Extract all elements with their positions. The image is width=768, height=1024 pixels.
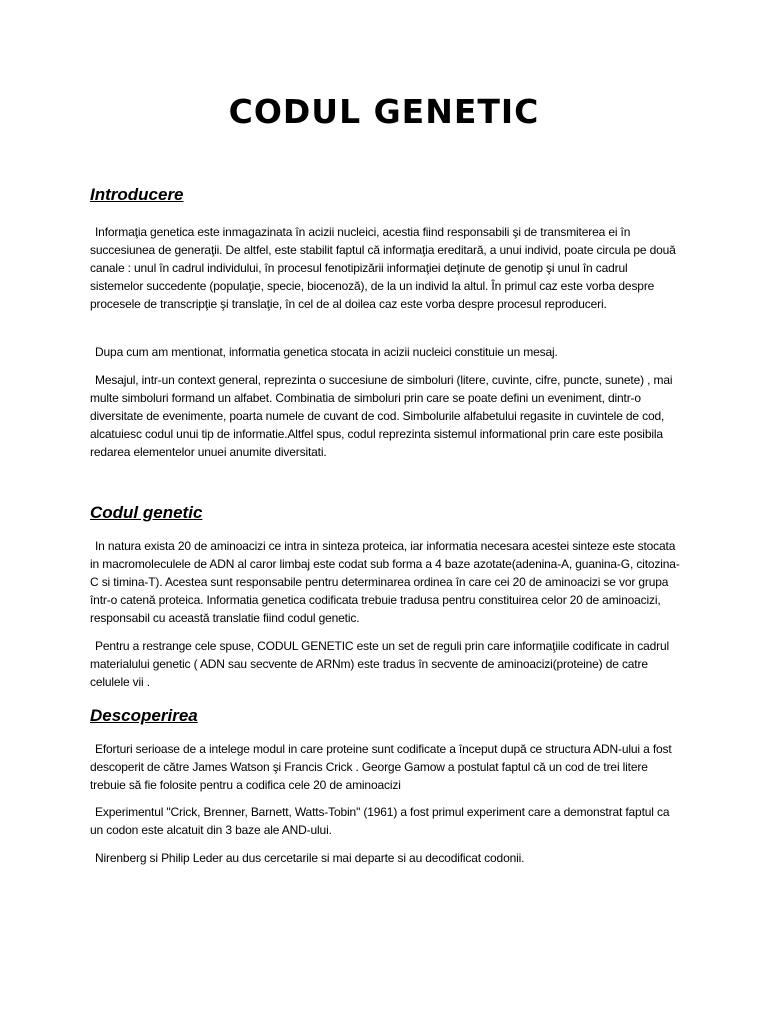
- paragraph: Experimentul "Crick, Brenner, Barnett, Watts-Tobin" (1961) a fost primul experiment care a demonstrat faptul ca un codon este alcatuit din 3 baze ale AND-ului.: [90, 805, 670, 837]
- paragraph: Pentru a restrange cele spuse, CODUL GENETIC este un set de reguli prin care informaţiile codificate in cadrul materialului genetic ( ADN sau secvente de ARNm) este tradus în secvente de aminoacizi(proteine) de catre celulele vii .: [90, 639, 669, 689]
- section-heading-codul-genetic: Codul genetic: [90, 503, 203, 522]
- paragraph: Informaţia genetica este inmagazinata în acizii nucleici, acestia fiind responsabili şi de transmiterea ei în succesiunea de generaţii. De altfel, este stabilit faptul că informaţia ereditară, a unui individ, poate circula pe două canale : unul în cadrul individului, în procesul fenotipizării informaţiei deţinute de genotip şi unul în cadrul sistemelor succedente (populaţie, specie, biocenoză), de la un individ la altul. În primul caz este vorba despre procesele de transcripţie şi translaţie, în cel de al doilea caz este vorba despre procesul reproduceri.: [90, 225, 676, 311]
- paragraph: In natura exista 20 de aminoacizi ce intra in sinteza proteica, iar informatia necesara acestei sinteze este stocata in macromoleculele de ADN al caror limbaj este codat sub forma a 4 baze azotate(adenina-A, guanina-G, citozina-C si timina-T). Acestea sunt responsabile pentru determinarea ordinea în care cei 20 de aminoacizi se vor grupa într-o catenă proteica. Informatia genetica codificata trebuie tradusa pentru constituirea celor 20 de aminoacizi, responsabil cu această translatie fiind codul genetic.: [90, 539, 680, 625]
- paragraph: Eforturi serioase de a intelege modul in care proteine sunt codificate a început după ce structura ADN-ului a fost descoperit de către James Watson şi Francis Crick . George Gamow a postulat faptul că un cod de trei litere trebuie să fie folosite pentru a codifica cele 20 de aminoacizi: [90, 742, 672, 792]
- section-heading-descoperirea: Descoperirea: [90, 706, 198, 725]
- document-title: CODUL GENETIC: [228, 92, 540, 131]
- paragraph: Nirenberg si Philip Leder au dus cercetarile si mai departe si au decodificat codonii.: [95, 851, 525, 865]
- section-heading-introducere: Introducere: [90, 185, 184, 204]
- paragraph: Mesajul, intr-un context general, reprezinta o succesiune de simboluri (litere, cuvinte, cifre, puncte, sunete) , mai multe simboluri formand un alfabet. Combinatia de simboluri prin care se poate defini un eveniment, dintr-o diversitate de evenimente, poarta numele de cuvant de cod. Simbolurile alfabetului regasite in cuvintele de cod, alcatuiesc codul unui tip de informatie.Altfel spus, codul reprezinta sistemul informational prin care este posibila redarea elementelor unuei anumite diversitati.: [90, 373, 673, 459]
- paragraph: Dupa cum am mentionat, informatia genetica stocata in acizii nucleici constituie un mesaj.: [95, 345, 558, 359]
